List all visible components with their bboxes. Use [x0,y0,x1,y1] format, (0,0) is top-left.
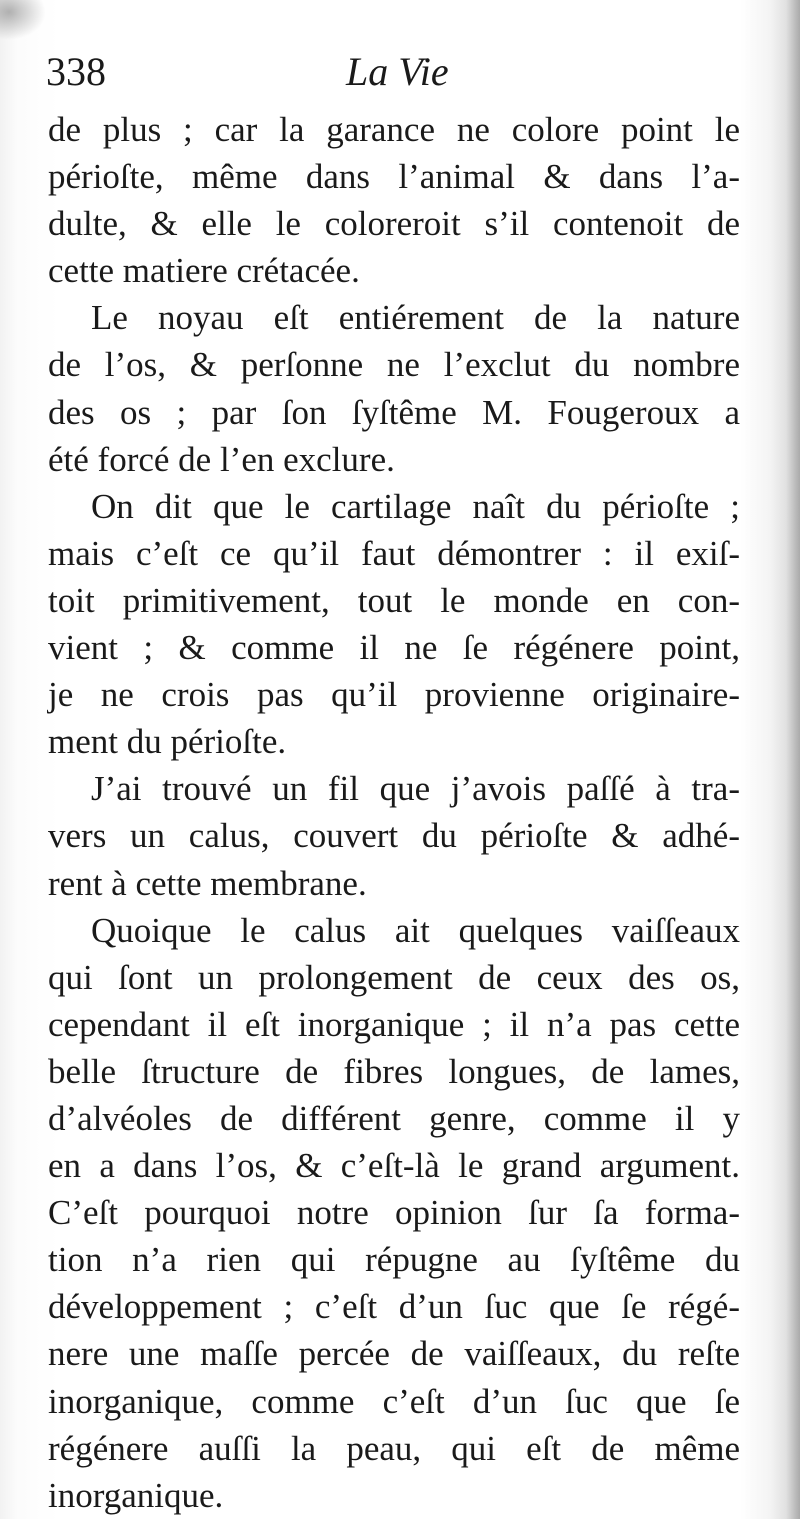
text-line: mais c’eſt ce qu’il faut démontrer : il exiſ- [48,533,740,573]
text-line: On dit que le cartilage naît du périoſte ; [91,486,740,526]
text-line: de l’os, & perſonne ne l’exclut du nombre [48,345,740,385]
text-line: en a dans l’os, & c’eſt-là le grand argument. [48,1146,740,1186]
text-line: d’alvéoles de différent genre, comme il y [48,1098,740,1138]
text-line: je ne crois pas qu’il provienne originaire- [48,675,740,715]
text-line: inorganique. [48,1475,224,1515]
text-line: vers un calus, couvert du périoſte & adhé- [48,816,740,856]
running-title: La Vie [346,49,449,94]
text-line: belle ſtructure de fibres longues, de lames, [48,1051,740,1091]
text-line: inorganique, comme c’eſt d’un ſuc que ſe [48,1381,740,1421]
text-line: toit primitivement, tout le monde en con- [48,580,740,620]
text-line: qui ſont un prolongement de ceux des os, [48,957,740,997]
text-line: nere une maſſe percée de vaiſſeaux, du reſte [48,1334,740,1374]
text-line: tion n’a rien qui répugne au ſyſtême du [48,1240,740,1280]
text-line: régénere auſſi la peau, qui eſt de même [48,1428,740,1468]
text-line: cependant il eſt inorganique ; il n’a pas cette [48,1004,740,1044]
text-line: périoſte, même dans l’animal & dans l’a- [48,157,740,197]
text-line: ment du périoſte. [48,722,287,762]
corner-smudge [0,0,46,40]
running-head [46,48,736,98]
text-line: vient ; & comme il ne ſe régénere point, [48,628,740,668]
text-line: J’ai trouvé un fil que j’avois paſſé à tra- [91,769,740,809]
text-line: dulte, & elle le coloreroit s’il contenoit de [48,204,740,244]
text-line: Quoique le calus ait quelques vaiſſeaux [91,910,740,950]
text-line: cette matiere crétacée. [48,251,360,291]
text-line: été forcé de l’en exclure. [48,439,395,479]
text-line: des os ; par ſon ſyſtême M. Fougeroux a [48,392,740,432]
text-line: C’eſt pourquoi notre opinion ſur ſa forma- [48,1193,740,1233]
gutter-shadow [786,0,800,1519]
text-line: développement ; c’eſt d’un ſuc que ſe régé- [48,1287,740,1327]
text-line: Le noyau eſt entiérement de la nature [91,298,740,338]
page-number: 338 [46,49,106,94]
text-line: rent à cette membrane. [48,863,367,903]
body-text [48,106,740,1519]
text-line: de plus ; car la garance ne colore point le [48,110,740,149]
